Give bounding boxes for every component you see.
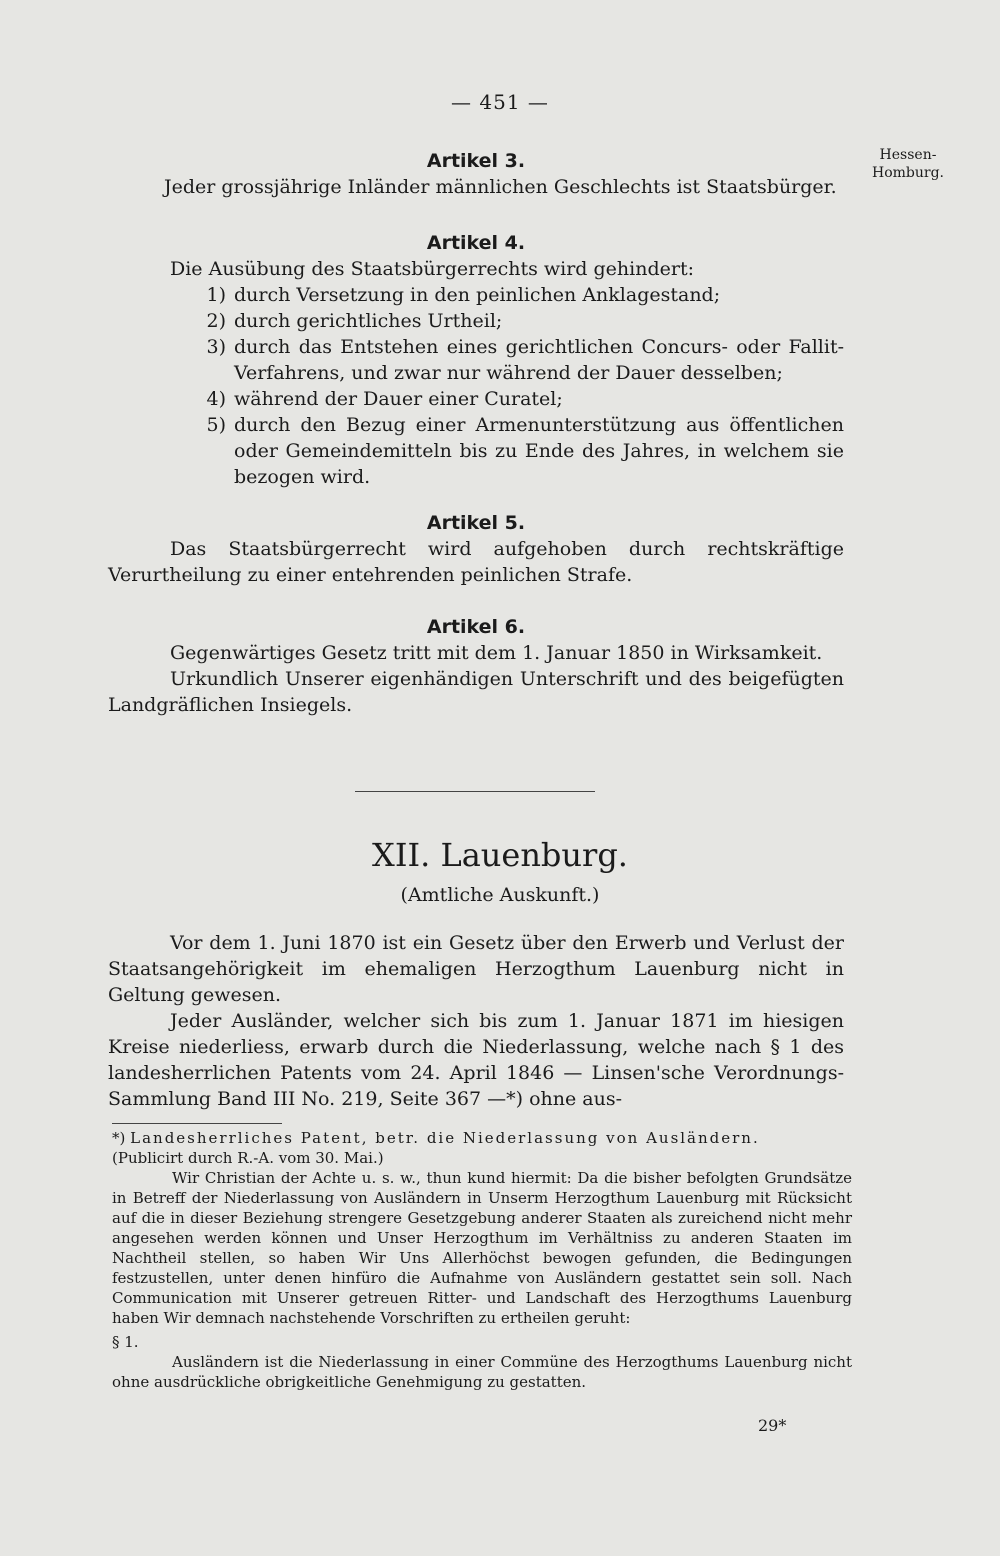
margin-note: Hessen-Homburg.: [872, 147, 944, 181]
list-item: [108, 334, 844, 386]
list-item: [108, 308, 844, 334]
list-item-number: 4): [206, 388, 226, 410]
list-item-number: 3): [206, 336, 226, 358]
section-subtitle: (Amtliche Auskunft.): [400, 884, 600, 906]
footnote: [112, 1128, 852, 1392]
footnote-marker: *): [112, 1129, 126, 1147]
list-item-number: 2): [206, 310, 226, 332]
article-6-closing: Urkundlich Unserer eigenhändigen Unterschrift und des beigefügten Landgräflichen Insiegels.: [108, 668, 844, 716]
footnote-section-text: Ausländern ist die Niederlassung in einer Commüne des Herzogthums Lauenburg nicht ohne ausdrückliche obrigkeitliche Genehmigung zu gestatten.: [112, 1353, 852, 1391]
footnote-divider: [112, 1123, 282, 1124]
section-paragraph: Jeder Ausländer, welcher sich bis zum 1. Januar 1871 im hiesigen Kreise niederliess, erwarb durch die Niederlassung, welche nach § 1 des landesherrlichen Patents vom 24. April 1846 — Linsen'sche Verordnungs-Sammlung Band III No. 219, Seite 367 —*) ohne aus-: [108, 1010, 844, 1110]
list-item-number: 5): [206, 414, 226, 436]
section-divider: [355, 791, 595, 792]
article-4-heading: Artikel 4.: [426, 232, 526, 254]
article-5-text: Das Staatsbürgerrecht wird aufgehoben durch rechtskräftige Verurtheilung zu einer entehrenden peinlichen Strafe.: [108, 538, 844, 586]
article-3-text: Jeder grossjährige Inländer männlichen Geschlechts ist Staatsbürger.: [164, 176, 837, 198]
footnote-body: Wir Christian der Achte u. s. w., thun kund hiermit: Da die bisher befolgten Grundsätze in Betreff der Niederlassung von Ausländern in Unserm Herzogthum Lauenburg mit Rücksicht auf die in dieser Beziehung strengere Gesetzgebung anderer Staaten als zureichend nicht mehr angesehen werden können und Unser Herzogthum im Verhältniss zu anderen Staaten im Nachtheil stellen, so haben Wir Uns Allerhöchst bewogen gefunden, die Bedingungen festzustellen, unter denen hinfüro die Aufnahme von Ausländern gestattet sein soll. Nach Communication mit Unserer getreuen Ritter- und Landschaft des Herzogthums Lauenburg haben Wir demnach nachstehende Vorschriften zu ertheilen geruht:: [112, 1169, 852, 1327]
section-body: [108, 930, 844, 1112]
list-item: [108, 282, 844, 308]
footnote-title-line: [112, 1128, 852, 1148]
article-6-heading: Artikel 6.: [426, 616, 526, 638]
article-5-heading: Artikel 5.: [426, 512, 526, 534]
list-item: [108, 386, 844, 412]
list-item-number: 1): [206, 284, 226, 306]
footnote-section: § 1.: [112, 1333, 139, 1351]
section-paragraph: Vor dem 1. Juni 1870 ist ein Gesetz über den Erwerb und Verlust der Staatsangehörigkeit im ehemaligen Herzogthum Lauenburg nicht in Geltung gewesen.: [108, 932, 844, 1006]
article-6: [108, 614, 844, 718]
article-5: [108, 510, 844, 588]
article-3-heading: Artikel 3.: [426, 150, 526, 172]
article-4: [108, 230, 844, 490]
list-item-text: während der Dauer einer Curatel;: [234, 388, 563, 410]
list-item: [108, 412, 844, 490]
article-6-text: Gegenwärtiges Gesetz tritt mit dem 1. Januar 1850 in Wirksamkeit.: [170, 642, 823, 664]
list-item-text: durch den Bezug einer Armenunterstützung aus öffentlichen oder Gemeindemitteln bis zu Ende des Jahres, in welchem sie bezogen wird.: [234, 414, 844, 488]
article-4-intro: Die Ausübung des Staatsbürgerrechts wird gehindert:: [170, 258, 694, 280]
footnote-title: Landesherrliches Patent, betr. die Niederlassung von Ausländern.: [130, 1129, 760, 1147]
list-item-text: durch Versetzung in den peinlichen Anklagestand;: [234, 284, 721, 306]
footnote-published: (Publicirt durch R.-A. vom 30. Mai.): [112, 1149, 384, 1167]
list-item-text: durch das Entstehen eines gerichtlichen Concurs- oder Fallit-Verfahrens, und zwar nur während der Dauer desselben;: [234, 336, 844, 384]
page-number: — 451 —: [451, 90, 549, 114]
article-3: [108, 148, 844, 200]
section-title: XII. Lauenburg.: [372, 836, 628, 874]
list-item-text: durch gerichtliches Urtheil;: [234, 310, 503, 332]
signature-mark: 29*: [758, 1416, 787, 1435]
